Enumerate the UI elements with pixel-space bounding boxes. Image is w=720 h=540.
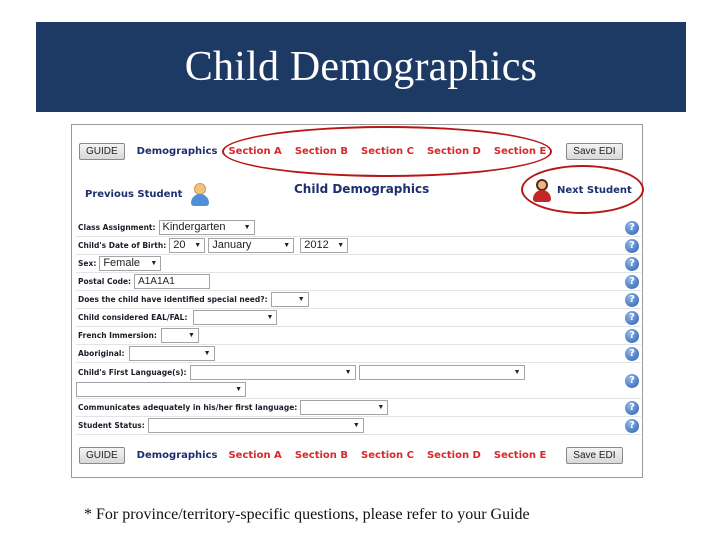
chevron-down-icon: ▼ — [352, 422, 360, 429]
form-row-student-status — [76, 417, 641, 435]
first-language-select-1[interactable] — [190, 365, 356, 380]
french-immersion-select[interactable] — [161, 328, 199, 343]
chevron-down-icon: ▼ — [203, 350, 211, 357]
nav-demographics[interactable]: Demographics — [136, 449, 218, 461]
postal-code-label: Postal Code: — [78, 277, 132, 286]
form-row-eal-fal — [76, 309, 641, 327]
form-row-dob — [76, 237, 641, 255]
form-row-french-immersion — [76, 327, 641, 345]
communicates-select[interactable] — [300, 400, 388, 415]
dob-month-select[interactable] — [208, 238, 294, 253]
special-need-select[interactable] — [271, 292, 309, 307]
help-icon[interactable]: ? — [625, 221, 639, 235]
class-assignment-label: Class Assignment: — [78, 223, 156, 232]
form-heading: Child Demographics — [294, 182, 430, 196]
first-language-select-2[interactable] — [359, 365, 525, 380]
dob-day-select[interactable] — [169, 238, 205, 253]
nav-section-c[interactable]: Section C — [361, 145, 414, 157]
form-row-postal-code — [76, 273, 641, 291]
dob-year-value: 2012 — [304, 239, 329, 251]
chevron-down-icon: ▼ — [297, 296, 305, 303]
sex-label: Sex: — [78, 259, 97, 268]
student-status-select[interactable] — [148, 418, 364, 433]
edi-form-screenshot — [71, 124, 643, 478]
chevron-down-icon: ▼ — [243, 224, 251, 231]
help-icon[interactable]: ? — [625, 401, 639, 415]
chevron-down-icon: ▼ — [337, 242, 345, 249]
first-language-label: Child's First Language(s): — [78, 368, 187, 377]
guide-button[interactable]: GUIDE — [79, 447, 125, 464]
communicates-label: Communicates adequately in his/her first language: — [78, 403, 298, 412]
demographics-form — [76, 219, 641, 435]
sections-highlight-ellipse — [222, 126, 552, 177]
dob-day-value: 20 — [173, 239, 186, 251]
help-icon[interactable]: ? — [625, 347, 639, 361]
help-icon[interactable]: ? — [625, 419, 639, 433]
footnote: * For province/territory-specific questions, please refer to your Guide — [84, 506, 530, 523]
chevron-down-icon: ▼ — [194, 242, 202, 249]
dob-month-value: January — [212, 239, 252, 251]
bottom-navigation — [79, 445, 623, 465]
save-edi-button[interactable]: Save EDI — [566, 143, 622, 160]
help-icon[interactable]: ? — [625, 329, 639, 343]
chevron-down-icon: ▼ — [344, 369, 352, 376]
nav-section-b[interactable]: Section B — [294, 449, 349, 461]
eal-fal-select[interactable] — [193, 310, 277, 325]
slide-title-banner — [36, 22, 686, 112]
french-immersion-label: French Immersion: — [78, 331, 157, 340]
previous-student-label: Previous Student — [85, 188, 183, 200]
chevron-down-icon: ▼ — [187, 332, 195, 339]
help-icon[interactable]: ? — [625, 275, 639, 289]
form-row-sex — [76, 255, 641, 273]
aboriginal-label: Aboriginal: — [78, 349, 125, 358]
help-icon[interactable]: ? — [625, 257, 639, 271]
nav-section-a[interactable]: Section A — [228, 449, 282, 461]
next-student-highlight-ellipse — [521, 165, 644, 214]
save-edi-button[interactable]: Save EDI — [566, 447, 622, 464]
nav-section-a[interactable]: Section A — [228, 145, 282, 157]
chevron-down-icon: ▼ — [283, 242, 291, 249]
guide-button[interactable]: GUIDE — [79, 143, 125, 160]
next-student-label: Next Student — [557, 184, 632, 196]
dob-label: Child's Date of Birth: — [78, 241, 167, 250]
help-icon[interactable]: ? — [625, 374, 639, 388]
chevron-down-icon: ▼ — [235, 386, 242, 393]
help-icon[interactable]: ? — [625, 293, 639, 307]
nav-section-d[interactable]: Section D — [426, 449, 481, 461]
nav-section-d[interactable]: Section D — [426, 145, 481, 157]
boy-avatar-icon — [188, 181, 212, 207]
slide-title: Child Demographics — [184, 44, 538, 90]
postal-code-input[interactable]: A1A1A1 — [134, 274, 210, 289]
class-assignment-value: Kindergarten — [162, 221, 226, 233]
previous-student-link[interactable] — [85, 181, 212, 207]
aboriginal-select[interactable] — [129, 346, 215, 361]
help-icon[interactable]: ? — [625, 239, 639, 253]
class-assignment-select[interactable] — [159, 220, 255, 235]
chevron-down-icon: ▼ — [150, 260, 158, 267]
form-row-class-assignment — [76, 219, 641, 237]
dob-year-select[interactable] — [300, 238, 348, 253]
form-row-first-language — [76, 363, 641, 399]
nav-section-c[interactable]: Section C — [361, 449, 414, 461]
chevron-down-icon: ▼ — [513, 369, 521, 376]
first-language-select-3[interactable] — [76, 382, 246, 397]
nav-section-b[interactable]: Section B — [294, 145, 349, 157]
special-need-label: Does the child have identified special need?: — [78, 295, 268, 304]
chevron-down-icon: ▼ — [266, 314, 274, 321]
form-row-communicates — [76, 399, 641, 417]
eal-fal-label: Child considered EAL/FAL: — [78, 313, 188, 322]
form-row-aboriginal — [76, 345, 641, 363]
nav-section-e[interactable]: Section E — [493, 145, 547, 157]
sex-select[interactable] — [99, 256, 161, 271]
nav-demographics[interactable]: Demographics — [136, 145, 218, 157]
chevron-down-icon: ▼ — [377, 404, 385, 411]
nav-section-e[interactable]: Section E — [493, 449, 547, 461]
sex-value: Female — [103, 257, 141, 269]
form-row-special-need — [76, 291, 641, 309]
help-icon[interactable]: ? — [625, 311, 639, 325]
student-status-label: Student Status: — [78, 421, 145, 430]
